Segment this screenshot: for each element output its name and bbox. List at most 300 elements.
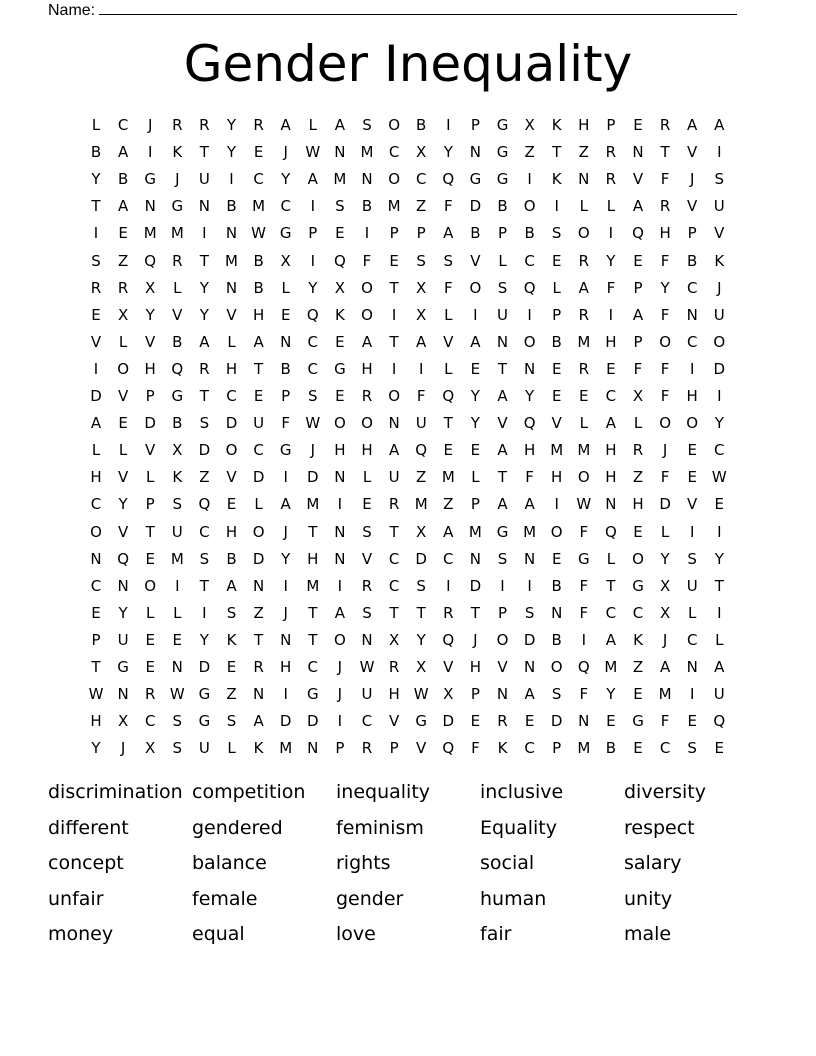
grid-letter: H: [578, 116, 590, 134]
grid-letter: A: [497, 441, 508, 460]
grid-letter: Y: [91, 170, 101, 189]
grid-letter: X: [145, 739, 156, 758]
grid-letter: E: [551, 359, 562, 378]
grid-letter: C: [686, 332, 698, 351]
grid-letter: C: [253, 170, 264, 189]
grid-letter: T: [552, 143, 562, 162]
grid-letter: C: [144, 712, 156, 731]
grid-letter: U: [388, 468, 400, 487]
grid-letter: N: [334, 468, 346, 487]
grid-letter: H: [90, 712, 102, 731]
grid-letter: J: [473, 630, 478, 649]
grid-letter: B: [90, 143, 102, 162]
grid-letter: T: [199, 387, 209, 405]
grid-letter: F: [579, 685, 589, 704]
grid-letter: A: [90, 414, 102, 433]
grid-letter: N: [334, 522, 346, 541]
grid-letter: T: [254, 359, 264, 378]
grid-letter: O: [550, 658, 563, 676]
grid-letter: I: [337, 495, 343, 514]
grid-letter: F: [525, 468, 534, 487]
grid-letter: N: [198, 197, 210, 216]
grid-letter: R: [172, 116, 183, 134]
grid-letter: J: [337, 658, 343, 676]
grid-letter: Z: [117, 251, 129, 270]
grid-letter: B: [226, 549, 237, 568]
grid-letter: T: [91, 197, 101, 216]
grid-letter: S: [714, 170, 725, 189]
grid-letter: U: [117, 630, 129, 649]
grid-letter: M: [577, 441, 591, 460]
grid-letter: G: [577, 549, 590, 568]
grid-letter: U: [415, 414, 427, 433]
grid-letter: R: [605, 170, 617, 189]
grid-letter: L: [281, 278, 290, 297]
grid-letter: E: [687, 468, 697, 487]
grid-letter: E: [362, 495, 372, 514]
grid-letter: F: [416, 387, 426, 405]
grid-letter: U: [198, 170, 210, 189]
grid-letter: S: [551, 685, 562, 704]
grid-letter: A: [117, 143, 129, 162]
grid-letter: Z: [253, 603, 264, 622]
grid-letter: S: [416, 576, 426, 595]
grid-letter: T: [389, 278, 399, 297]
grid-letter: E: [551, 549, 562, 568]
grid-letter: L: [688, 603, 697, 622]
word-bank-item: equal: [192, 923, 245, 945]
grid-letter: I: [418, 359, 424, 378]
word-bank-item: love: [336, 923, 376, 945]
grid-letter: I: [283, 685, 288, 704]
grid-letter: X: [524, 116, 535, 134]
grid-letter: I: [689, 522, 695, 541]
grid-letter: O: [550, 522, 563, 541]
grid-letter: R: [361, 739, 373, 758]
grid-letter: A: [443, 224, 454, 243]
grid-letter: B: [497, 197, 508, 216]
grid-letter: L: [91, 441, 101, 460]
grid-letter: N: [496, 685, 509, 704]
grid-letter: R: [605, 143, 617, 162]
grid-letter: S: [172, 712, 183, 731]
grid-letter: I: [283, 468, 288, 487]
grid-letter: Z: [416, 468, 427, 487]
grid-letter: L: [146, 468, 155, 487]
grid-letter: P: [281, 387, 291, 405]
grid-letter: F: [660, 305, 670, 324]
grid-letter: I: [337, 576, 343, 595]
grid-letter: M: [523, 522, 537, 541]
grid-letter: M: [333, 170, 347, 189]
grid-letter: S: [524, 603, 535, 622]
grid-letter: S: [172, 739, 183, 758]
grid-letter: D: [198, 658, 211, 676]
grid-letter: N: [334, 143, 346, 162]
grid-letter: X: [659, 603, 671, 622]
grid-letter: O: [523, 197, 536, 216]
grid-letter: A: [687, 116, 698, 134]
grid-letter: O: [361, 414, 373, 433]
grid-letter: G: [469, 170, 482, 189]
grid-letter: W: [711, 468, 727, 487]
grid-letter: D: [90, 387, 102, 405]
grid-letter: Q: [117, 549, 129, 568]
grid-letter: S: [199, 414, 210, 433]
grid-letter: I: [391, 305, 397, 324]
grid-letter: N: [90, 549, 102, 568]
grid-letter: I: [391, 359, 397, 378]
grid-letter: L: [146, 603, 155, 622]
grid-letter: E: [714, 495, 725, 514]
grid-letter: D: [307, 468, 319, 487]
grid-letter: O: [632, 549, 644, 568]
grid-letter: C: [686, 278, 698, 297]
grid-letter: G: [117, 658, 129, 676]
grid-letter: G: [171, 197, 184, 216]
grid-letter: V: [443, 332, 454, 351]
grid-letter: C: [307, 359, 319, 378]
grid-letter: Y: [118, 603, 128, 622]
grid-letter: O: [333, 630, 346, 649]
grid-letter: O: [144, 576, 157, 595]
word-bank-item: balance: [192, 852, 267, 874]
grid-letter: O: [225, 441, 238, 460]
grid-letter: Q: [632, 224, 644, 243]
grid-letter: Q: [523, 278, 536, 297]
grid-letter: I: [608, 224, 614, 243]
grid-letter: V: [226, 468, 237, 487]
grid-letter: I: [310, 251, 316, 270]
grid-letter: Y: [91, 739, 101, 758]
grid-letter: L: [173, 603, 182, 622]
grid-letter: O: [388, 116, 400, 134]
grid-letter: C: [361, 712, 373, 731]
grid-letter: I: [202, 603, 207, 622]
grid-letter: C: [659, 739, 671, 758]
grid-letter: E: [145, 658, 155, 676]
grid-letter: A: [632, 197, 644, 216]
grid-letter: Y: [199, 305, 209, 324]
grid-letter: V: [416, 739, 427, 758]
grid-letter: S: [362, 603, 372, 622]
grid-letter: T: [308, 630, 318, 649]
grid-letter: H: [551, 468, 563, 487]
grid-letter: K: [172, 143, 183, 162]
grid-letter: E: [714, 739, 725, 758]
grid-letter: U: [171, 522, 183, 541]
grid-letter: E: [335, 332, 345, 351]
grid-letter: F: [471, 739, 480, 758]
grid-letter: M: [170, 224, 184, 243]
grid-letter: S: [687, 549, 697, 568]
grid-letter: L: [227, 739, 236, 758]
grid-letter: N: [551, 603, 563, 622]
grid-letter: G: [415, 712, 427, 731]
grid-letter: Q: [577, 658, 590, 676]
grid-letter: C: [632, 603, 644, 622]
grid-letter: H: [361, 441, 373, 460]
grid-letter: G: [144, 170, 156, 189]
grid-letter: X: [416, 522, 427, 541]
grid-letter: C: [686, 630, 698, 649]
grid-letter: N: [523, 359, 536, 378]
grid-letter: A: [199, 332, 210, 351]
grid-letter: N: [523, 549, 536, 568]
grid-letter: I: [310, 197, 316, 216]
grid-letter: W: [88, 685, 104, 704]
grid-letter: Q: [442, 387, 455, 405]
grid-letter: R: [632, 441, 644, 460]
grid-letter: M: [360, 143, 374, 162]
grid-letter: E: [389, 251, 399, 270]
grid-letter: I: [554, 495, 559, 514]
grid-letter: I: [93, 359, 99, 378]
grid-letter: B: [551, 332, 562, 351]
grid-letter: B: [253, 278, 264, 297]
grid-letter: V: [90, 332, 102, 351]
grid-letter: M: [468, 522, 482, 541]
word-bank-item: discrimination: [48, 781, 183, 803]
grid-letter: O: [713, 332, 726, 351]
grid-letter: Y: [281, 549, 291, 568]
grid-letter: I: [527, 305, 532, 324]
grid-letter: B: [687, 251, 698, 270]
grid-letter: I: [717, 522, 722, 541]
grid-letter: E: [91, 305, 101, 324]
grid-letter: T: [416, 603, 426, 622]
grid-letter: B: [361, 197, 373, 216]
word-bank-item: unity: [624, 887, 673, 910]
grid-letter: C: [90, 576, 102, 595]
grid-letter: Y: [660, 278, 670, 297]
grid-letter: O: [388, 170, 400, 189]
grid-letter: N: [307, 739, 319, 758]
grid-letter: V: [470, 251, 481, 270]
grid-letter: J: [147, 116, 153, 134]
grid-letter: M: [414, 495, 428, 514]
grid-letter: F: [606, 278, 616, 297]
grid-letter: K: [714, 251, 725, 270]
grid-letter: A: [253, 712, 264, 731]
grid-letter: U: [713, 685, 725, 704]
grid-letter: N: [578, 170, 590, 189]
grid-letter: I: [689, 359, 695, 378]
grid-letter: E: [524, 712, 535, 731]
grid-letter: C: [280, 197, 291, 216]
grid-letter: G: [198, 712, 211, 731]
grid-letter: B: [416, 116, 427, 134]
grid-letter: R: [443, 603, 454, 622]
grid-letter: H: [334, 441, 346, 460]
grid-letter: N: [686, 305, 698, 324]
grid-letter: E: [172, 630, 183, 649]
grid-letter: Y: [118, 495, 128, 514]
grid-letter: I: [202, 224, 207, 243]
grid-letter: P: [389, 224, 399, 243]
grid-letter: U: [713, 305, 725, 324]
grid-letter: Y: [470, 414, 480, 433]
grid-letter: C: [605, 603, 617, 622]
grid-letter: I: [717, 387, 722, 405]
grid-letter: Q: [171, 359, 184, 378]
grid-letter: A: [632, 305, 644, 324]
grid-letter: J: [717, 278, 722, 297]
grid-letter: R: [144, 685, 156, 704]
grid-letter: N: [252, 576, 265, 595]
grid-letter: Q: [442, 630, 455, 649]
grid-letter: E: [226, 658, 237, 676]
grid-letter: L: [660, 522, 670, 541]
grid-letter: C: [253, 441, 264, 460]
grid-letter: S: [416, 251, 426, 270]
grid-letter: Z: [199, 468, 210, 487]
word-bank-item: fair: [480, 923, 512, 945]
grid-letter: Z: [443, 495, 454, 514]
grid-letter: N: [280, 630, 292, 649]
grid-letter: P: [389, 739, 399, 758]
grid-letter: T: [497, 468, 508, 487]
grid-letter: I: [147, 143, 153, 162]
grid-letter: M: [387, 197, 401, 216]
grid-letter: M: [577, 739, 591, 758]
grid-letter: C: [388, 576, 400, 595]
grid-letter: D: [713, 359, 726, 378]
grid-letter: K: [253, 739, 264, 758]
grid-letter: P: [91, 630, 101, 649]
grid-letter: X: [280, 251, 291, 270]
grid-letter: E: [443, 441, 454, 460]
grid-letter: F: [660, 170, 670, 189]
grid-letter: T: [308, 522, 318, 541]
grid-letter: P: [308, 224, 318, 243]
grid-letter: T: [199, 143, 209, 162]
grid-letter: T: [389, 603, 399, 622]
grid-letter: H: [686, 387, 698, 405]
grid-letter: D: [550, 712, 563, 731]
grid-letter: I: [581, 630, 587, 649]
grid-letter: L: [579, 197, 588, 216]
grid-letter: W: [251, 224, 267, 243]
grid-letter: P: [470, 685, 480, 704]
grid-letter: F: [660, 468, 670, 487]
grid-letter: K: [334, 305, 345, 324]
grid-letter: P: [145, 387, 155, 405]
grid-letter: V: [687, 143, 698, 162]
grid-letter: C: [415, 170, 427, 189]
grid-letter: S: [497, 278, 508, 297]
grid-letter: O: [388, 387, 400, 405]
grid-letter: K: [551, 116, 562, 134]
grid-letter: F: [579, 576, 589, 595]
grid-letter: V: [117, 387, 129, 405]
grid-letter: A: [361, 332, 373, 351]
grid-letter: I: [446, 116, 451, 134]
grid-letter: Z: [416, 197, 427, 216]
grid-letter: A: [470, 332, 481, 351]
grid-letter: Y: [308, 278, 318, 297]
grid-letter: N: [171, 658, 183, 676]
grid-letter: P: [552, 305, 562, 324]
grid-letter: E: [91, 603, 101, 622]
grid-letter: J: [283, 603, 288, 622]
grid-letter: R: [659, 116, 671, 134]
grid-letter: M: [441, 468, 455, 487]
grid-letter: C: [388, 143, 400, 162]
grid-letter: N: [523, 658, 536, 676]
grid-letter: S: [687, 739, 697, 758]
grid-letter: L: [118, 332, 128, 351]
grid-letter: H: [90, 468, 102, 487]
grid-letter: E: [470, 712, 481, 731]
grid-letter: Y: [606, 685, 616, 704]
word-bank-item: diversity: [624, 781, 706, 803]
grid-letter: T: [389, 332, 399, 351]
grid-letter: M: [658, 685, 672, 704]
grid-letter: F: [660, 251, 670, 270]
grid-letter: D: [198, 441, 211, 460]
grid-letter: S: [362, 522, 372, 541]
grid-letter: A: [524, 495, 535, 514]
grid-letter: U: [686, 576, 698, 595]
grid-letter: E: [633, 116, 643, 134]
grid-letter: Q: [442, 170, 455, 189]
grid-letter: R: [117, 278, 129, 297]
name-label: Name:: [48, 2, 96, 19]
grid-letter: T: [714, 576, 724, 595]
grid-letter: Z: [632, 658, 644, 676]
grid-letter: Q: [523, 414, 536, 433]
grid-letter: B: [524, 224, 535, 243]
grid-letter: P: [633, 332, 643, 351]
grid-letter: W: [576, 495, 592, 514]
grid-letter: A: [497, 387, 508, 405]
grid-letter: C: [226, 387, 237, 405]
grid-letter: L: [579, 414, 588, 433]
grid-letter: X: [416, 278, 427, 297]
grid-letter: T: [145, 522, 155, 541]
grid-letter: H: [659, 224, 671, 243]
grid-letter: C: [388, 549, 400, 568]
grid-letter: R: [90, 278, 102, 297]
grid-letter: H: [469, 658, 482, 676]
grid-letter: K: [226, 630, 237, 649]
grid-letter: V: [632, 170, 644, 189]
grid-letter: T: [199, 576, 209, 595]
grid-letter: I: [689, 685, 695, 704]
grid-letter: B: [551, 576, 562, 595]
grid-letter: Y: [606, 251, 616, 270]
grid-letter: G: [496, 143, 509, 162]
grid-letter: B: [280, 359, 291, 378]
grid-letter: E: [633, 251, 643, 270]
grid-letter: X: [117, 712, 129, 731]
grid-letter: L: [362, 468, 372, 487]
grid-letter: F: [660, 712, 670, 731]
grid-letter: S: [362, 116, 372, 134]
grid-letter: A: [334, 116, 346, 134]
grid-letter: H: [144, 359, 156, 378]
grid-letter: D: [144, 414, 156, 433]
grid-letter: V: [551, 414, 562, 433]
grid-letter: E: [633, 739, 643, 758]
grid-letter: T: [470, 603, 480, 622]
grid-letter: E: [633, 522, 643, 541]
grid-letter: O: [361, 278, 373, 297]
grid-letter: Q: [415, 441, 428, 460]
grid-letter: J: [283, 522, 288, 541]
grid-letter: O: [361, 305, 373, 324]
